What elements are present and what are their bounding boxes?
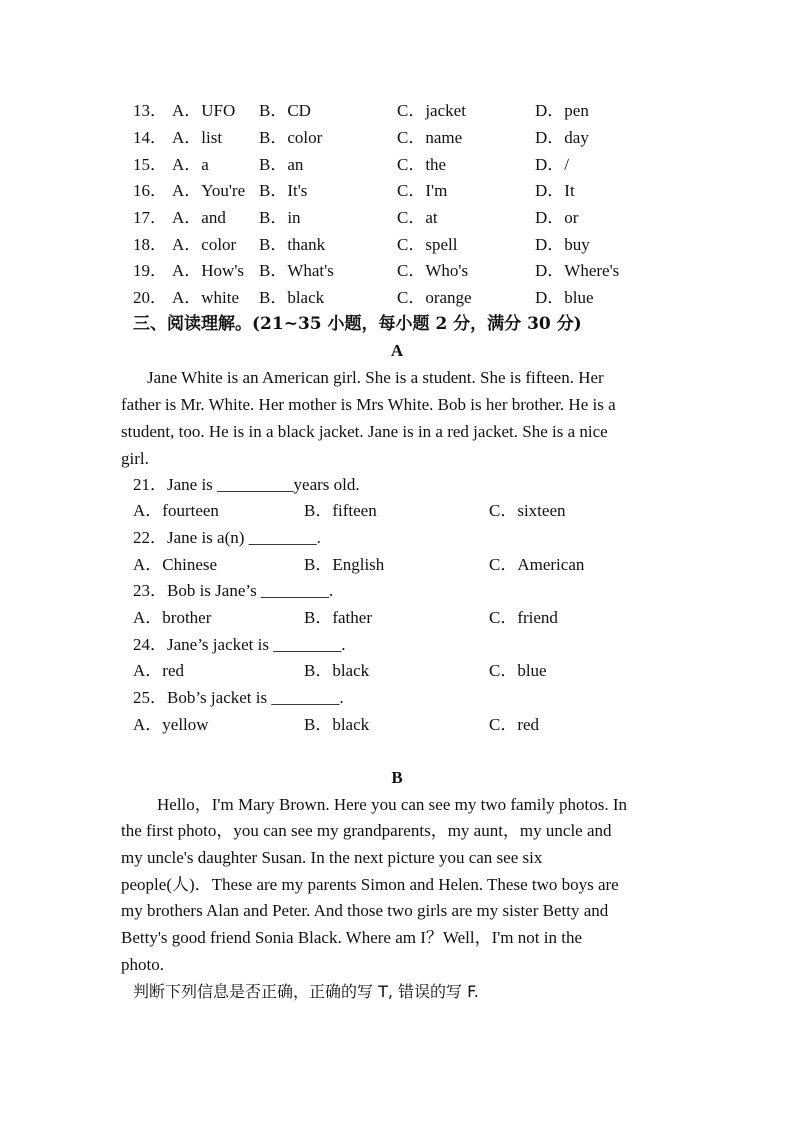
option-d: D．It: [535, 181, 575, 200]
passage-b-line: Betty's good friend Sonia Black. Where am I？Well，I'm not in the: [121, 928, 582, 947]
passage-b-label: B: [391, 768, 403, 787]
choice-c: C．red: [489, 715, 540, 734]
option-c: C．spell: [397, 235, 458, 254]
instruction-text: 判断下列信息是否正确，正确的写 T, 错误的写 F.: [133, 982, 479, 1001]
choice-b: B．black: [304, 715, 370, 734]
option-c: C．jacket: [397, 101, 466, 120]
section-heading: 三、阅读理解。(21~35 小题，每小题 2 分，满分 30 分): [133, 314, 582, 334]
option-c: C．the: [397, 155, 447, 174]
choice-c: C．American: [489, 555, 585, 574]
option-b: B．color: [259, 128, 323, 147]
option-a: A．and: [172, 208, 226, 227]
option-c: C．I'm: [397, 181, 448, 200]
option-d: D．/: [535, 155, 569, 174]
passage-b-line: my uncle's daughter Susan. In the next picture you can see six: [121, 848, 543, 867]
option-a: A．white: [172, 288, 240, 307]
question-stem: 22．Jane is a(n) ________.: [133, 528, 321, 547]
option-c: C．name: [397, 128, 463, 147]
passage-a-line: student, too. He is in a black jacket. Jane is in a red jacket. She is a nice: [121, 422, 608, 441]
option-a: A．You're: [172, 181, 246, 200]
choice-a: A．Chinese: [133, 555, 218, 574]
option-a: A．How's: [172, 261, 245, 280]
option-c: C．orange: [397, 288, 472, 307]
passage-b-line: the first photo，you can see my grandparents，my aunt，my uncle and: [121, 821, 612, 840]
question-number: 20．: [133, 288, 167, 307]
question-stem: 23．Bob is Jane’s ________.: [133, 581, 334, 600]
choice-b: B．father: [304, 608, 372, 627]
choice-c: C．friend: [489, 608, 558, 627]
option-d: D．buy: [535, 235, 590, 254]
passage-b-line: Hello，I'm Mary Brown. Here you can see my two family photos. In: [157, 795, 627, 814]
option-a: A．color: [172, 235, 237, 254]
passage-b-line: my brothers Alan and Peter. And those two girls are my sister Betty and: [121, 901, 609, 920]
option-b: B．black: [259, 288, 325, 307]
question-number: 14．: [133, 128, 167, 147]
option-c: C．Who's: [397, 261, 469, 280]
question-number: 15．: [133, 155, 167, 174]
question-stem: 24．Jane’s jacket is ________.: [133, 635, 346, 654]
option-b: B．What's: [259, 261, 334, 280]
passage-a-line: girl.: [121, 449, 149, 468]
option-d: D．or: [535, 208, 579, 227]
choice-a: A．red: [133, 661, 184, 680]
question-number: 18．: [133, 235, 167, 254]
question-stem: 25．Bob’s jacket is ________.: [133, 688, 344, 707]
question-number: 17．: [133, 208, 167, 227]
choice-c: C．sixteen: [489, 501, 566, 520]
choice-b: B．fifteen: [304, 501, 377, 520]
question-number: 16．: [133, 181, 167, 200]
option-c: C．at: [397, 208, 438, 227]
question-stem: 21．Jane is _________years old.: [133, 475, 360, 494]
choice-b: B．English: [304, 555, 385, 574]
passage-b-line: people(人)．These are my parents Simon and Helen. These two boys are: [121, 875, 619, 894]
choice-a: A．yellow: [133, 715, 209, 734]
passage-a-label: A: [390, 341, 404, 360]
passage-b-line: photo.: [121, 955, 164, 974]
option-a: A．a: [172, 155, 209, 174]
option-d: D．Where's: [535, 261, 620, 280]
choice-a: A．fourteen: [133, 501, 219, 520]
option-d: D．pen: [535, 101, 589, 120]
option-a: A．UFO: [172, 101, 236, 120]
passage-a-line: father is Mr. White. Her mother is Mrs White. Bob is her brother. He is a: [121, 395, 616, 414]
choice-b: B．black: [304, 661, 370, 680]
option-b: B．CD: [259, 101, 311, 120]
option-d: D．blue: [535, 288, 594, 307]
option-b: B．in: [259, 208, 301, 227]
passage-a-line: Jane White is an American girl. She is a student. She is fifteen. Her: [147, 368, 604, 387]
option-b: B．It's: [259, 181, 308, 200]
choice-c: C．blue: [489, 661, 547, 680]
question-number: 13．: [133, 101, 167, 120]
question-number: 19．: [133, 261, 167, 280]
choice-a: A．brother: [133, 608, 212, 627]
option-d: D．day: [535, 128, 589, 147]
option-b: B．an: [259, 155, 304, 174]
option-b: B．thank: [259, 235, 326, 254]
option-a: A．list: [172, 128, 223, 147]
